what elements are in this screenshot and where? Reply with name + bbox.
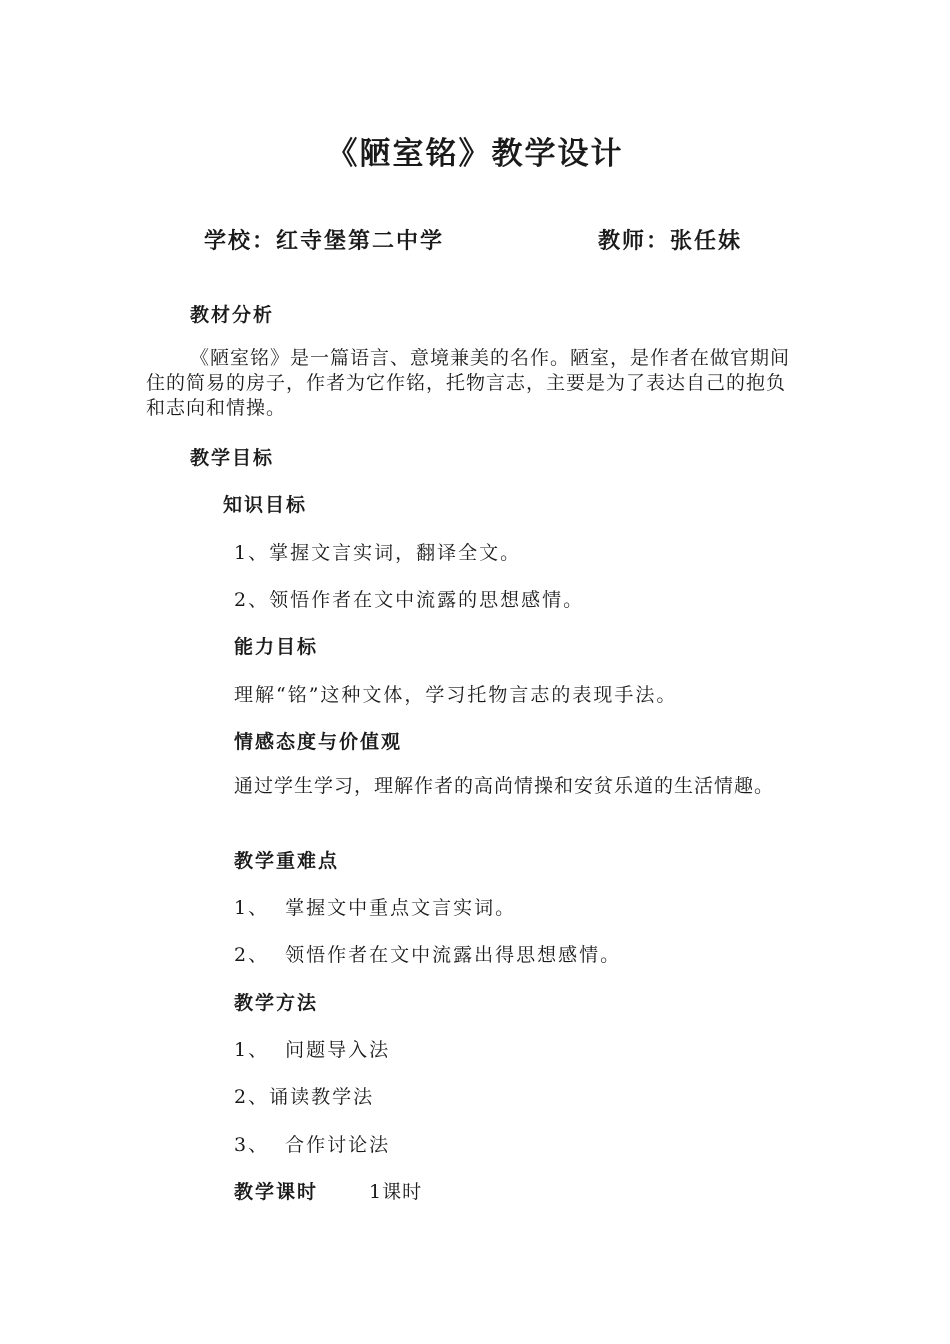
objectives-heading: 教学目标 bbox=[190, 447, 275, 469]
key-point-item: 1、 掌握文中重点文言实词。 bbox=[234, 897, 517, 919]
method-item: 3、 合作讨论法 bbox=[234, 1134, 391, 1156]
knowledge-objective-item: 2、领悟作者在文中流露的思想感情。 bbox=[234, 589, 585, 611]
lesson-time-label: 教学课时 bbox=[234, 1181, 319, 1203]
lesson-time-value: 1课时 bbox=[369, 1181, 423, 1203]
key-point-item: 2、 领悟作者在文中流露出得思想感情。 bbox=[234, 944, 622, 966]
ability-objective-text: 理解“铭”这种文体，学习托物言志的表现手法。 bbox=[234, 684, 678, 706]
methods-heading: 教学方法 bbox=[234, 992, 319, 1014]
teacher-info: 教师：张任妹 bbox=[598, 229, 743, 254]
ability-objectives-heading: 能力目标 bbox=[234, 636, 319, 658]
knowledge-objective-item: 1、掌握文言实词，翻译全文。 bbox=[234, 542, 522, 564]
material-analysis-heading: 教材分析 bbox=[190, 304, 275, 326]
knowledge-objectives-heading: 知识目标 bbox=[223, 494, 308, 516]
school-info: 学校：红寺堡第二中学 bbox=[204, 229, 445, 254]
document-title: 《陋室铭》教学设计 bbox=[326, 136, 624, 172]
emotion-objective-text: 通过学生学习，理解作者的高尚情操和安贫乐道的生活情趣。 bbox=[234, 775, 775, 797]
material-analysis-text: 《陋室铭》是一篇语言、意境兼美的名作。陋室，是作者在做官期间住的简易的房子，作者为它作铭，托物言志，主要是为了表达自己的抱负和志向和情操。 bbox=[146, 347, 791, 419]
key-points-heading: 教学重难点 bbox=[234, 850, 340, 872]
method-item: 2、诵读教学法 bbox=[234, 1086, 375, 1108]
method-item: 1、 问题导入法 bbox=[234, 1039, 391, 1061]
emotion-objectives-heading: 情感态度与价值观 bbox=[234, 731, 403, 753]
